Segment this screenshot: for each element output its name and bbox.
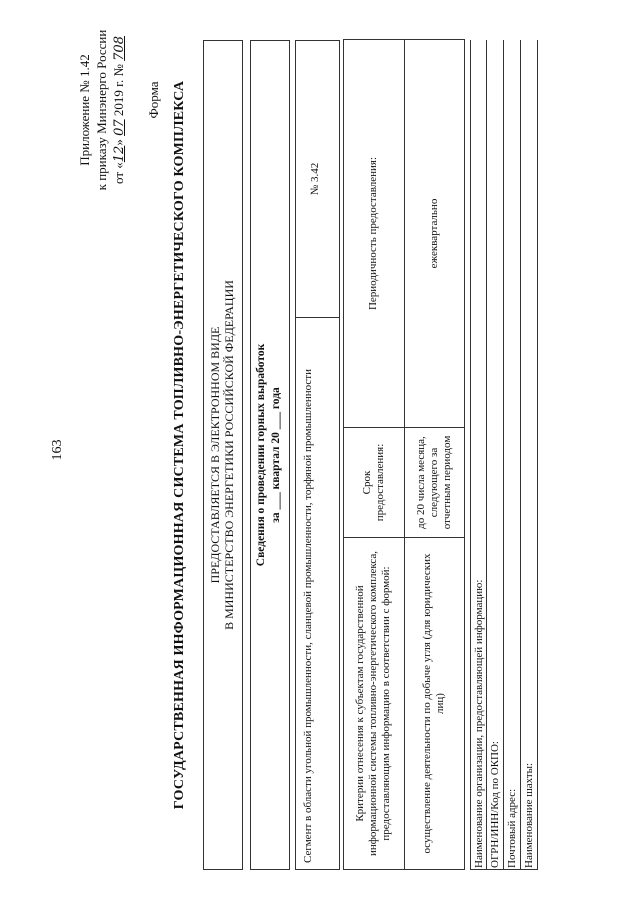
report-title-line-1: Сведения о проведении горных выработок [255, 343, 267, 567]
info-left-border [470, 869, 538, 870]
deadline-header: Срок предоставления: [344, 428, 405, 538]
appendix-header [76, 20, 128, 200]
form-number: № 3.42 [309, 162, 321, 196]
criteria-header-row [344, 40, 405, 870]
periodicity-value: ежеквартально [404, 40, 465, 428]
deadline-value: до 20 числа месяца, следующего за отчетным периодом [404, 428, 465, 538]
postal-address-field: Почтовый адрес: [504, 40, 521, 870]
criteria-header: Критерии отнесения к субъектам государственной информационной системы топливно-энергетического комплекса, предоставляющим информацию в соответствии с формой: [344, 538, 405, 870]
ogrn-inn-okpo-field: ОГРН/ИНН/Код по ОКПО: [487, 40, 504, 870]
page-number: 163 [50, 439, 65, 461]
date-mid: » [111, 139, 126, 146]
appendix-order-ref: к приказу Минэнерго России [94, 29, 109, 191]
segment-row [295, 40, 340, 870]
report-title-line-2: за ___ квартал 20 ___ года [270, 387, 282, 523]
appendix-title: Приложение № 1.42 [77, 54, 92, 166]
report-title-box [250, 40, 290, 870]
handwritten-month: 07 [112, 119, 127, 136]
date-prefix: от « [111, 162, 126, 184]
handwritten-order-number: 708 [112, 36, 127, 61]
org-name-field: Наименование организации, предоставляющей информацию: [470, 40, 487, 870]
submission-line-1: ПРЕДОСТАВЛЯЕТСЯ В ЭЛЕКТРОННОМ ВИДЕ [208, 326, 222, 584]
submission-box [203, 40, 243, 870]
main-title: ГОСУДАРСТВЕННАЯ ИНФОРМАЦИОННАЯ СИСТЕМА ТОПЛИВНО-ЭНЕРГЕТИЧЕСКОГО КОМПЛЕКСА [172, 80, 187, 810]
mine-name-field: Наименование шахты: [521, 40, 538, 870]
criteria-table [343, 40, 465, 870]
submission-line-2: В МИНИСТЕРСТВО ЭНЕРГЕТИКИ РОССИЙСКОЙ ФЕДЕРАЦИИ [222, 280, 236, 630]
date-year: 2019 г. № [111, 64, 126, 117]
criteria-value-row [404, 40, 465, 870]
form-label: Форма [146, 81, 161, 119]
periodicity-header: Периодичность предоставления: [344, 40, 405, 428]
appendix-date-line [110, 20, 128, 200]
segment-text: Сегмент в области угольной промышленности, сланцевой промышленности, торфяной промышленности [296, 317, 339, 869]
criteria-value: осуществление деятельности по добыче угля (для юридических лиц) [404, 538, 465, 870]
handwritten-day: 12 [112, 145, 127, 163]
organization-info-block [470, 40, 538, 870]
